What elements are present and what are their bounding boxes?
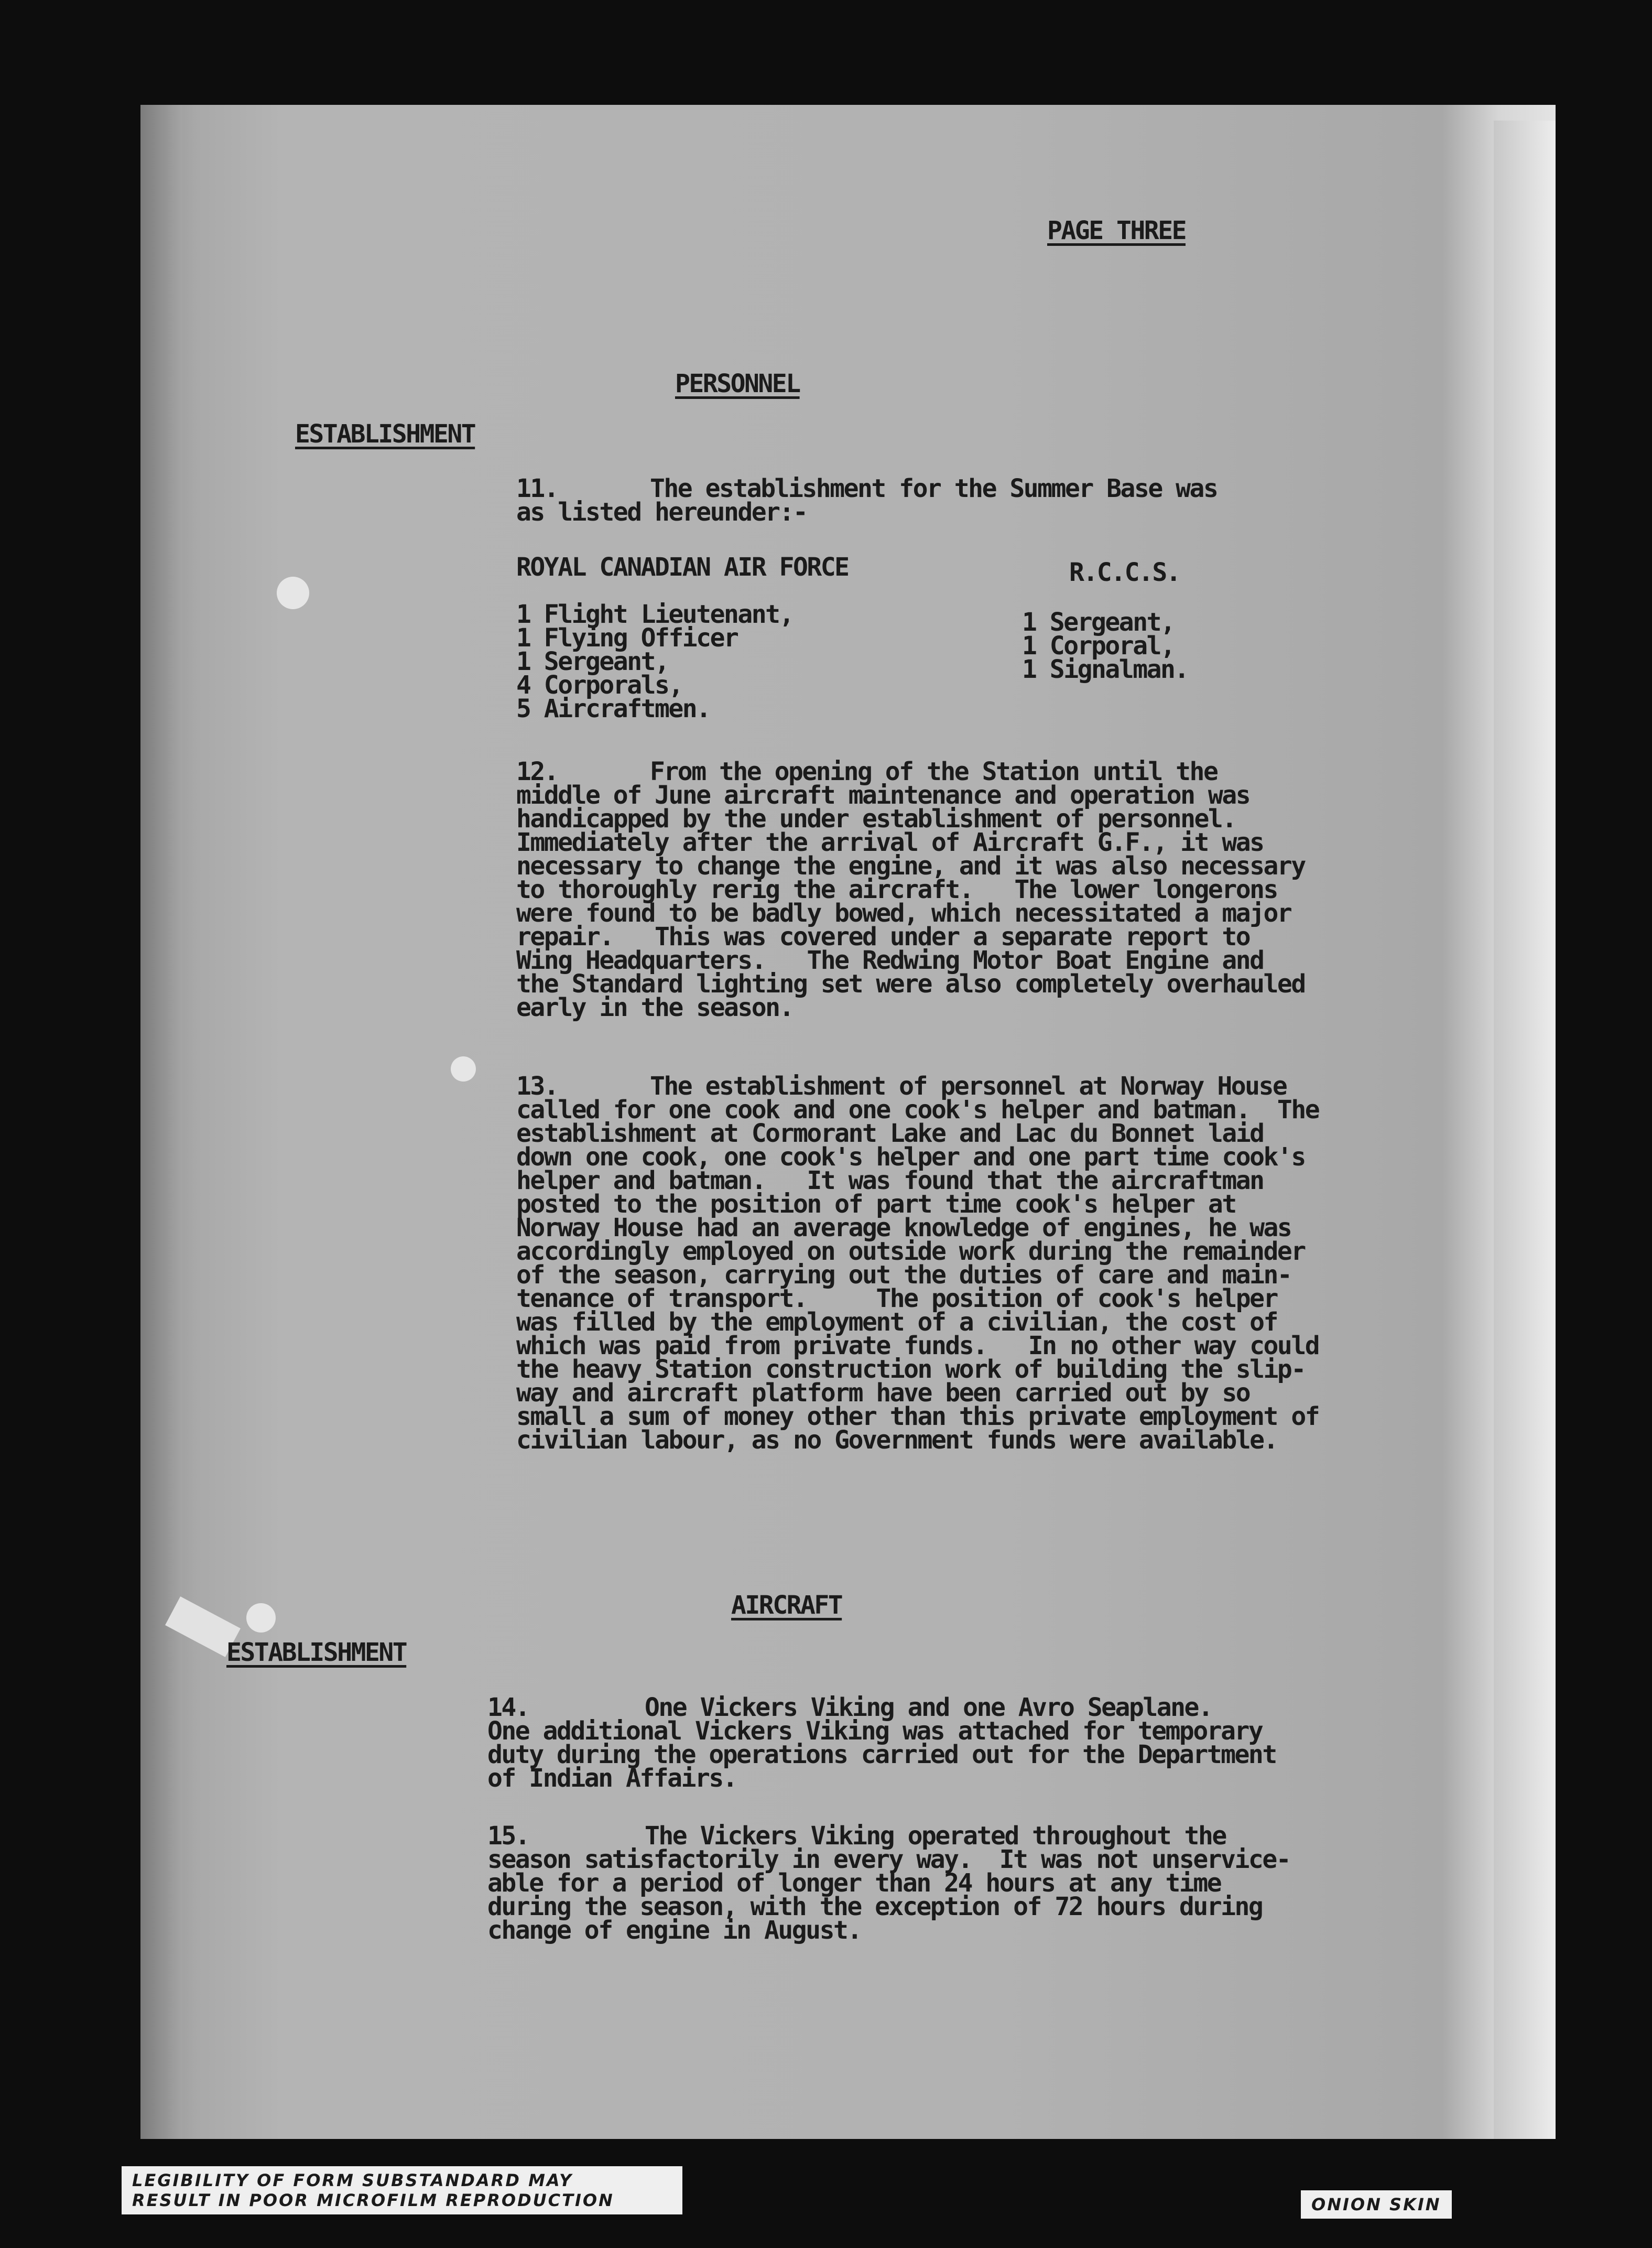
page-shadow-left (140, 105, 182, 2139)
rccs-list-item: 1 Signalman. (1022, 655, 1188, 684)
paragraph-12-body: middle of June aircraft maintenance and operation was handicapped by the under establishment of personnel. Immediately after the arrival of Aircraft G.F., it was necessary to change the engine, and it was also necessary to thoroughly rerig the aircraft. The lower longerons were found to be badly bowed, which necessitated a major repair. This was covered under a separate report to Wing Headquarters. The Redwing Motor Boat Engine and the Standard lighting set were also completely overhauled early in the season. (516, 781, 1305, 1022)
section-heading-aircraft: AIRCRAFT (731, 1591, 842, 1620)
rccs-list-item: 1 Corporal, (1022, 631, 1175, 661)
rcaf-list-item: 5 Aircraftmen. (516, 694, 710, 723)
rcaf-list-item: 1 Flying Officer (516, 623, 738, 653)
paragraph-number-13: 13. (516, 1072, 558, 1101)
paragraph-number-11: 11. (516, 474, 558, 503)
page-number: PAGE THREE (1047, 216, 1186, 245)
paragraph-15-first-line: The Vickers Viking operated throughout the (645, 1821, 1226, 1851)
side-heading-establishment: ESTABLISHMENT (226, 1638, 407, 1667)
punch-hole (246, 1603, 276, 1633)
paragraph-13-first-line: The establishment of personnel at Norway House (650, 1072, 1287, 1101)
side-heading-establishment: ESTABLISHMENT (295, 419, 475, 449)
paragraph-13-body: called for one cook and one cook's helper and batman. The establishment at Cormorant Lake and Lac du Bonnet laid down one cook, one cook's helper and one part time cook's helper and batman. It was found that the aircraftman posted to the position of part time cook's helper at Norway House had an average knowledge of engines, he was accordingly employed on outside work during the remainder of the season, carrying out the duties of care and main- tenance of transport. The position of cook's helper was filled by the employment of a civilian, the cost of which was paid from private funds. In no other way could the heavy Station construction work of building the slip- way and aircraft platform have been carried out by so small a sum of money other than this private employment of civilian labour, as no Government funds were available. (516, 1095, 1319, 1455)
legibility-note-label: LEGIBILITY OF FORM SUBSTANDARD MAY RESULT IN POOR MICROFILM REPRODUCTION (122, 2166, 682, 2214)
rcaf-list-item: 1 Sergeant, (516, 647, 669, 676)
paragraph-number-15: 15. (487, 1821, 529, 1851)
paragraph-11-first-line: The establishment for the Summer Base was (650, 474, 1218, 503)
section-heading-personnel: PERSONNEL (675, 369, 800, 398)
paragraph-11-body: as listed hereunder:- (516, 498, 807, 527)
page-edge-right (1494, 121, 1556, 2139)
paragraph-number-14: 14. (487, 1693, 529, 1722)
paragraph-15-body: season satisfactorily in every way. It was not unservice- able for a period of longer than 24 hours at any time during the season, with the exception of 72 hours during change of engine in August. (487, 1845, 1290, 1945)
paragraph-14-first-line: One Vickers Viking and one Avro Seaplane. (645, 1693, 1212, 1722)
paragraph-12-first-line: From the opening of the Station until the (650, 757, 1218, 786)
paragraph-14-body: One additional Vickers Viking was attached for temporary duty during the operations carried out for the Department of Indian Affairs. (487, 1716, 1276, 1793)
punch-hole (277, 577, 309, 609)
paper-type-label: ONION SKIN (1301, 2190, 1452, 2219)
rcaf-list-item: 4 Corporals, (516, 671, 682, 700)
rccs-header: R.C.C.S. (1069, 558, 1180, 587)
paragraph-number-12: 12. (516, 757, 558, 786)
rccs-list-item: 1 Sergeant, (1022, 608, 1175, 637)
rcaf-header: ROYAL CANADIAN AIR FORCE (516, 553, 849, 582)
punch-hole (451, 1056, 476, 1082)
rcaf-list-item: 1 Flight Lieutenant, (516, 600, 793, 629)
